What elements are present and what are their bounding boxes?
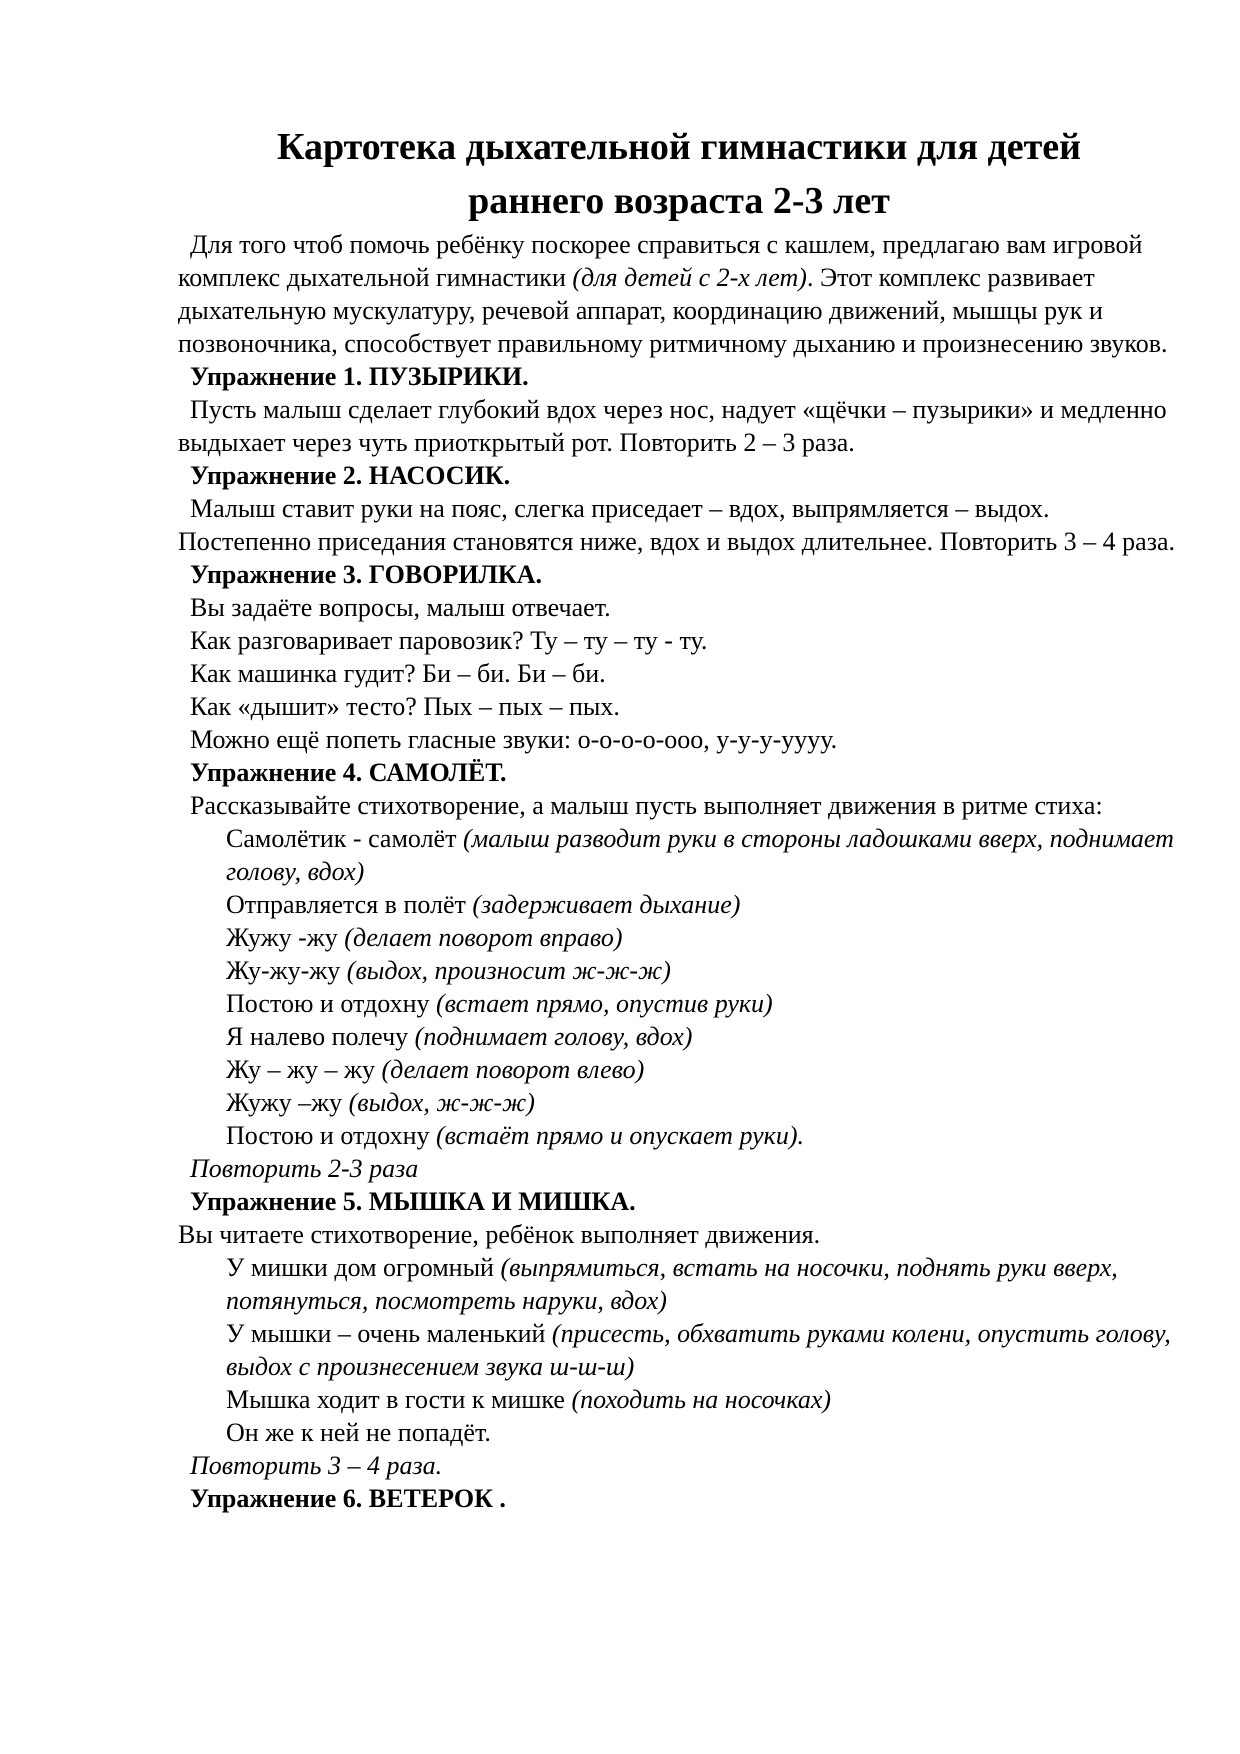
poem-line: Я налево полечу (поднимает голову, вдох): [226, 1022, 693, 1051]
exercise-3-heading: Упражнение 3. ГОВОРИЛКА.: [190, 560, 543, 589]
exercise-5-poem: [226, 1251, 1180, 1449]
intro-italic: (для детей с 2-х лет): [572, 263, 807, 292]
poem-line: У мышки – очень маленький (присесть, обхватить руками колени, опустить голову, выдох с произнесением звука ш-ш-ш): [226, 1319, 1171, 1381]
intro-text: Для того чтоб помочь ребёнку поскорее справиться с кашлем, предлагаю вам игровой комплекс дыхательной гимнастики: [178, 230, 1143, 292]
exercise-5-text: Вы читаете стихотворение, ребёнок выполняет движения.: [178, 1220, 821, 1249]
exercise-2-text: Малыш ставит руки на пояс, слегка приседает – вдох, выпрямляется – выдох. Постепенно приседания становятся ниже, вдох и выдох длительнее. Повторить 3 – 4 раза.: [178, 494, 1176, 556]
poem-line: У мишки дом огромный (выпрямиться, встать на носочки, поднять руки вверх, потянуться, посмотреть наруки, вдох): [226, 1253, 1118, 1315]
exercise-3-line: Как «дышит» тесто? Пых – пых – пых.: [190, 692, 620, 721]
exercise-5-heading: Упражнение 5. МЫШКА И МИШКА.: [190, 1187, 636, 1216]
poem-line: Жужу –жу (выдох, ж-ж-ж): [226, 1088, 535, 1117]
exercise-3-line: Как разговаривает паровозик? Ту – ту – ту - ту.: [190, 626, 708, 655]
poem-line: Жужу -жу (делает поворот вправо): [226, 923, 623, 952]
exercise-3-line: Как машинка гудит? Би – би. Би – би.: [190, 659, 606, 688]
page-title: [178, 120, 1180, 228]
poem-line: Постою и отдохну (встаёт прямо и опускает руки).: [226, 1121, 804, 1150]
exercise-1-text: Пусть малыш сделает глубокий вдох через нос, надует «щёчки – пузырики» и медленно выдыхает через чуть приоткрытый рот. Повторить 2 – 3 раза.: [178, 395, 1167, 457]
exercise-1-heading: Упражнение 1. ПУЗЫРИКИ.: [190, 362, 529, 391]
intro-text-2: . Этот комплекс развивает дыхательную мускулатуру, речевой аппарат, координацию движений, мышцы рук и позвоночника, способствует правильному ритмичному дыханию и произнесению звуков.: [178, 263, 1168, 358]
poem-line: Жу-жу-жу (выдох, произносит ж-ж-ж): [226, 956, 671, 985]
exercise-4-text: Рассказывайте стихотворение, а малыш пусть выполняет движения в ритме стиха:: [190, 791, 1103, 820]
exercise-2-heading: Упражнение 2. НАСОСИК.: [190, 461, 511, 490]
exercise-3-line: Вы задаёте вопросы, малыш отвечает.: [190, 593, 611, 622]
exercise-4-repeat: Повторить 2-3 раза: [190, 1154, 419, 1183]
exercise-4-poem: [226, 822, 1180, 1152]
title-line-1: Картотека дыхательной гимнастики для детей: [276, 126, 1082, 168]
title-line-2: раннего возраста 2-3 лет: [468, 180, 890, 222]
intro-paragraph: [178, 228, 1180, 360]
exercise-3-line: Можно ещё попеть гласные звуки: о-о-о-о-ооо, у-у-у-уууу.: [190, 725, 838, 754]
poem-line: Постою и отдохну (встает прямо, опустив руки): [226, 989, 773, 1018]
exercise-6-heading: Упражнение 6. ВЕТЕРОК .: [190, 1484, 506, 1513]
exercise-4-heading: Упражнение 4. САМОЛЁТ.: [190, 758, 507, 787]
poem-line: Жу – жу – жу (делает поворот влево): [226, 1055, 645, 1084]
poem-line: Самолётик - самолёт (малыш разводит руки в стороны ладошками вверх, поднимает голову, вдох): [226, 824, 1174, 886]
poem-line: Мышка ходит в гости к мишке (походить на носочках): [226, 1385, 832, 1414]
poem-line: Он же к ней не попадёт.: [226, 1418, 491, 1447]
exercise-5-repeat: Повторить 3 – 4 раза.: [190, 1451, 443, 1480]
poem-line: Отправляется в полёт (задерживает дыхание): [226, 890, 741, 919]
